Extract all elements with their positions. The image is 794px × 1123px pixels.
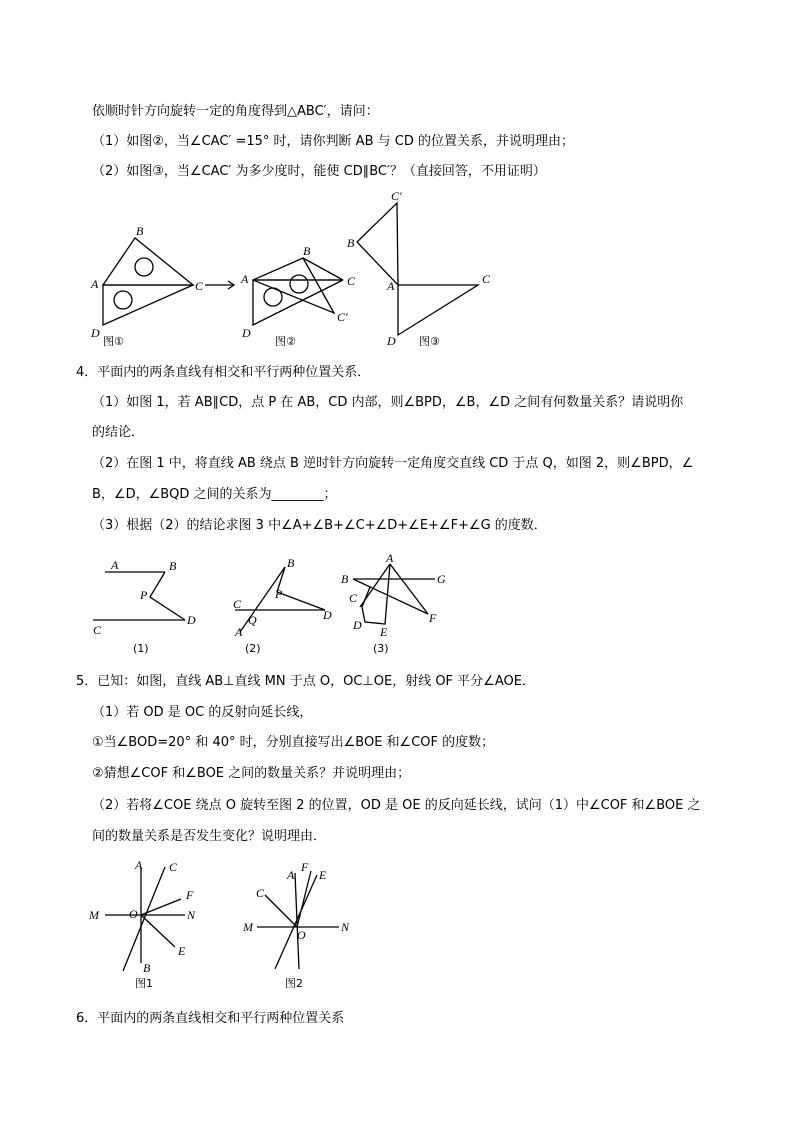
q4-figure-1 [93,558,196,655]
triangle-abc-1 [103,238,193,285]
q4-figures [85,552,465,662]
q5-part1-item1: ①当∠BOD=20° 和 40° 时，分别直接写出∠BOE 和∠COF 的度数； [92,735,495,750]
text-line-2: （1）如图②，当∠CAC′ =15° 时，请你判断 AB 与 CD 的位置关系，并说明理由； [92,134,574,149]
label-o: O [129,907,138,921]
caption-fig2: 图② [275,335,296,348]
q5-figure-1 [88,858,196,990]
figure-3-triangles [347,189,491,348]
label-b: B [341,572,349,586]
label-c: C [233,597,242,611]
label-a: A [91,277,99,291]
q5-part2-a: （2）若将∠COE 绕点 O 旋转至图 2 的位置，OD 是 OE 的反向延长线，试问（1）中∠COF 和∠BOE 之 [92,798,701,813]
label-c-prime-2: C′ [337,310,348,324]
label-c-2: C [347,274,356,288]
triangle-acd-1 [103,285,193,325]
figure-1-triangles [90,224,204,348]
label-d: D [353,618,362,632]
label-g: G [437,572,446,586]
label-d-2: D [242,326,251,340]
q4-part2-a: （2）在图 1 中，将直线 AB 绕点 B 逆时针方向旋转一定角度交直线 CD 于点 Q，如图 2，则∠BPD，∠ [92,456,694,471]
q4-part1-b: 的结论． [92,425,145,440]
label-c-prime-3: C′ [391,189,402,203]
label-q: Q [248,613,257,627]
caption-fig1: 图① [103,335,124,348]
q4-figure-3 [341,552,446,655]
label-d: D [187,613,196,627]
q5-part2-b: 间的数量关系是否发生变化？说明理由． [92,829,327,844]
label-c: C [349,591,358,605]
circle-upper-1 [135,258,153,276]
label-b: B [143,961,151,975]
label-p: P [275,587,283,601]
text-line-1: 依顺时针方向旋转一定的角度得到△ABC′，请问： [92,104,379,119]
label-c: C [93,623,102,637]
label-a-3: A [387,279,395,293]
label-c: C [256,886,265,900]
label-a: A [287,868,295,882]
circle-lower-1 [114,291,132,309]
caption-q5-2: 图2 [285,977,303,990]
label-b: B [169,559,177,573]
q5-part1-item2: ②猜想∠COF 和∠BOE 之间的数量关系？并说明理由； [92,766,411,781]
circle-upper-2 [290,275,308,293]
arrow-icon [205,281,234,289]
triangle-abc-2 [253,258,343,280]
figure-2-triangles [240,244,356,348]
q5-figures [85,855,375,995]
label-p: P [140,588,148,602]
label-b: B [287,556,295,570]
q4-part3: （3）根据（2）的结论求图 3 中∠A+∠B+∠C+∠D+∠E+∠F+∠G 的度数． [92,518,547,533]
q4-part1-a: （1）如图 1，若 AB∥CD，点 P 在 AB，CD 内部，则∠BPD，∠B，∠D 之间有何数量关系？请说明你 [92,395,684,410]
triangle-acd-3 [398,285,478,335]
label-o: O [297,928,306,942]
label-b-3: B [347,236,355,250]
label-b: B [136,224,144,238]
caption-fig3: 图③ [419,335,440,348]
q6-title: 6．平面内的两条直线相交和平行两种位置关系 [76,1011,345,1026]
triangle-figures [85,185,505,355]
label-m: M [243,920,253,934]
label-a: A [135,858,143,872]
label-f: F [186,888,194,902]
label-e: E [319,868,327,882]
label-c-3: C [482,272,491,286]
caption-q4-2: (2) [245,642,261,655]
q5-title: 5．已知：如图，直线 AB⊥直线 MN 于点 O，OC⊥OE，射线 OF 平分∠AOE． [76,674,535,689]
label-n: N [341,920,350,934]
label-a-2: A [241,272,249,286]
caption-q4-3: (3) [373,642,389,655]
label-a: A [386,552,394,565]
text-line-3: （2）如图③，当∠CAC′ 为多少度时，能使 CD∥BC′？（直接回答，不用证明） [92,164,546,179]
label-d: D [91,326,100,340]
label-c: C [169,860,178,874]
label-d: D [323,608,332,622]
circle-lower-2 [264,288,282,306]
label-d-3: D [387,334,396,348]
q4-part2-b: B，∠D，∠BQD 之间的关系为________； [92,487,337,502]
label-c: C [195,279,204,293]
label-f: F [301,860,309,874]
caption-q4-1: (1) [133,642,149,655]
label-f: F [429,611,437,625]
label-b-2: B [303,244,311,258]
caption-q5-1: 图1 [135,977,153,990]
label-a: A [111,558,119,572]
label-e: E [178,944,186,958]
label-m: M [89,908,99,922]
q4-title: 4．平面内的两条直线有相交和平行两种位置关系． [76,365,371,380]
label-a: A [235,625,243,639]
q5-part1: （1）若 OD 是 OC 的反射向延长线， [92,705,313,720]
label-e: E [380,625,388,639]
label-n: N [187,908,196,922]
q4-figure-2 [233,556,332,655]
q5-figure-2 [242,860,350,990]
triangle-abc-3 [357,203,398,285]
